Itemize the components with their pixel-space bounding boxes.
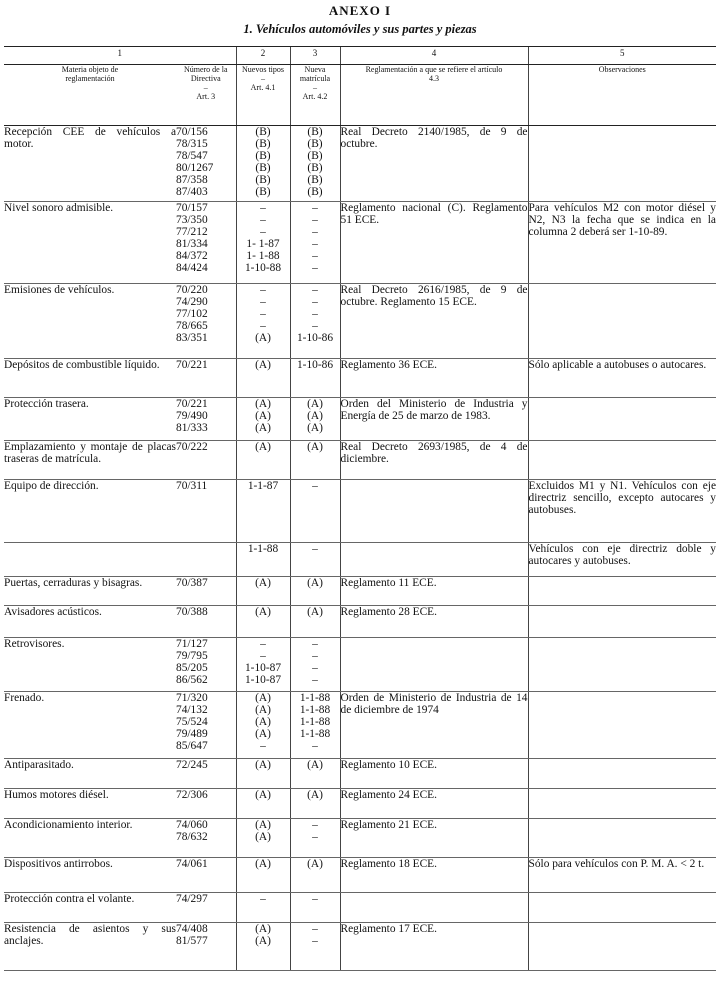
new-registration-value: (A): [307, 759, 323, 771]
regulation-table: [4, 46, 716, 971]
new-types-value: (B): [255, 126, 271, 138]
directive-number: 70/221: [176, 398, 208, 410]
directive-number: 77/212: [176, 226, 208, 238]
table-row: [4, 858, 716, 893]
observations-cell: [528, 284, 716, 359]
subject-cell: Avisadores acústicos.: [4, 606, 176, 638]
new-registration-value: (B): [307, 150, 323, 162]
directive-number: 78/665: [176, 320, 208, 332]
new-registration-value: –: [312, 935, 318, 947]
subject-cell: Resistencia de asientos y sus anclajes.: [4, 923, 176, 971]
subject-cell: Puertas, cerraduras y bisagras.: [4, 577, 176, 606]
directive-number: 74/290: [176, 296, 208, 308]
new-types-value: –: [260, 650, 266, 662]
subject-cell: Emplazamiento y montaje de placas traseras de matrícula.: [4, 441, 176, 480]
new-types-value: (B): [255, 150, 271, 162]
subject-cell: Antiparasitado.: [4, 759, 176, 789]
new-registration-cell: [290, 577, 340, 606]
new-registration-value: 1-10-86: [296, 332, 334, 344]
table-body: [4, 126, 716, 971]
directive-cell: [176, 543, 236, 577]
observations-cell: Excluidos M1 y N1. Vehículos con eje directriz sencillo, excepto autocares y autobuses.: [528, 480, 716, 543]
new-types-value: (A): [255, 935, 271, 947]
directive-number: 70/388: [176, 606, 208, 618]
regulation-cell: [340, 480, 528, 543]
directive-cell: [176, 441, 236, 480]
new-registration-value: –: [312, 238, 318, 250]
table-row: [4, 692, 716, 759]
column-number-1: 1: [4, 47, 236, 65]
new-types-value: –: [260, 638, 266, 650]
column-number-5: 5: [528, 47, 716, 65]
new-registration-cell: [290, 819, 340, 858]
new-registration-value: 1-1-88: [299, 728, 331, 740]
directive-number: 85/647: [176, 740, 208, 752]
table-row: [4, 819, 716, 858]
subject-cell: Emisiones de vehículos.: [4, 284, 176, 359]
new-types-cell: [236, 284, 290, 359]
observations-cell: [528, 398, 716, 441]
observations-cell: [528, 638, 716, 692]
directive-number: 75/524: [176, 716, 208, 728]
new-registration-value: (A): [307, 858, 323, 870]
new-types-cell: [236, 692, 290, 759]
new-registration-value: (B): [307, 186, 323, 198]
directive-number: 72/306: [176, 789, 208, 801]
subject-cell: [4, 543, 176, 577]
new-registration-value: –: [312, 923, 318, 935]
table-row: [4, 202, 716, 284]
new-types-value: (A): [255, 410, 271, 422]
new-types-value: –: [260, 893, 266, 905]
new-types-cell: [236, 359, 290, 398]
observations-cell: Sólo aplicable a autobuses o autocares.: [528, 359, 716, 398]
regulation-cell: Reglamento 28 ECE.: [340, 606, 528, 638]
new-types-value: (A): [255, 359, 271, 371]
subject-cell: Protección trasera.: [4, 398, 176, 441]
new-types-column-header: Nuevos tipos – Art. 4.1: [236, 65, 290, 126]
new-registration-value: 1-1-88: [299, 692, 331, 704]
directive-number: 74/297: [176, 893, 208, 905]
new-types-value: –: [260, 740, 266, 752]
observations-cell: [528, 606, 716, 638]
new-types-value: 1- 1-88: [246, 250, 280, 262]
new-types-cell: [236, 480, 290, 543]
regulation-cell: Reglamento 17 ECE.: [340, 923, 528, 971]
new-types-cell: [236, 893, 290, 923]
new-types-value: (A): [255, 819, 271, 831]
directive-number: 71/127: [176, 638, 208, 650]
new-types-value: (A): [255, 441, 271, 453]
new-registration-value: –: [312, 740, 318, 752]
subject-cell: Retrovisores.: [4, 638, 176, 692]
regulation-cell: [340, 893, 528, 923]
observations-cell: [528, 126, 716, 202]
new-registration-value: –: [312, 638, 318, 650]
regulation-cell: Real Decreto 2140/1985, de 9 de octubre.: [340, 126, 528, 202]
directive-number: 85/205: [176, 662, 208, 674]
observations-cell: [528, 759, 716, 789]
observations-cell: Para vehículos M2 con motor diésel y N2, N3 la fecha que se indica en la columna 2 deberá ser 1-10-89.: [528, 202, 716, 284]
section-title: 1. Vehículos automóviles y sus partes y piezas: [243, 22, 477, 36]
new-types-value: 1-1-88: [247, 543, 279, 555]
new-types-value: –: [260, 284, 266, 296]
new-registration-value: (A): [307, 410, 323, 422]
new-registration-cell: [290, 480, 340, 543]
new-types-cell: [236, 202, 290, 284]
directive-cell: [176, 606, 236, 638]
new-registration-cell: [290, 284, 340, 359]
new-registration-cell: [290, 441, 340, 480]
new-types-value: 1- 1-87: [246, 238, 280, 250]
new-registration-value: (A): [307, 789, 323, 801]
regulation-cell: Reglamento 18 ECE.: [340, 858, 528, 893]
subject-cell: Recepción CEE de vehículos a motor.: [4, 126, 176, 202]
directive-cell: [176, 359, 236, 398]
directive-number: 70/387: [176, 577, 208, 589]
directive-column-header: Número de la Directiva – Art. 3: [176, 65, 236, 126]
new-registration-value: –: [312, 226, 318, 238]
new-types-value: (A): [255, 606, 271, 618]
observations-cell: Vehículos con eje directriz doble y autocares y autobuses.: [528, 543, 716, 577]
new-types-value: (A): [255, 831, 271, 843]
new-types-value: –: [260, 296, 266, 308]
table-row: [4, 759, 716, 789]
directive-number: 84/424: [176, 262, 208, 274]
directive-number: 73/350: [176, 214, 208, 226]
table-row: [4, 577, 716, 606]
new-registration-value: –: [312, 650, 318, 662]
directive-number: 79/490: [176, 410, 208, 422]
observations-cell: [528, 692, 716, 759]
directive-number: 70/220: [176, 284, 208, 296]
observations-cell: [528, 577, 716, 606]
new-registration-value: (A): [307, 422, 323, 434]
directive-number: 71/320: [176, 692, 208, 704]
subject-cell: Equipo de dirección.: [4, 480, 176, 543]
regulation-cell: Reglamento 24 ECE.: [340, 789, 528, 819]
new-types-value: (B): [255, 186, 271, 198]
new-registration-cell: [290, 126, 340, 202]
new-types-value: (B): [255, 162, 271, 174]
new-types-value: (A): [255, 692, 271, 704]
regulation-column-header: Reglamentación a que se refiere el artículo 4.3: [340, 65, 528, 126]
observations-cell: [528, 893, 716, 923]
regulation-cell: Orden de Ministerio de Industria de 14 de diciembre de 1974: [340, 692, 528, 759]
new-types-value: –: [260, 202, 266, 214]
new-types-cell: [236, 759, 290, 789]
directive-cell: [176, 923, 236, 971]
new-registration-cell: [290, 789, 340, 819]
table-row: [4, 893, 716, 923]
observations-cell: [528, 789, 716, 819]
new-registration-cell: [290, 398, 340, 441]
new-registration-value: 1-1-88: [299, 704, 331, 716]
new-registration-cell: [290, 638, 340, 692]
column-number-3: 3: [290, 47, 340, 65]
directive-number: 86/562: [176, 674, 208, 686]
new-registration-cell: [290, 858, 340, 893]
table-row: [4, 789, 716, 819]
directive-number: 79/795: [176, 650, 208, 662]
column-header-row: [4, 65, 716, 126]
new-types-value: –: [260, 226, 266, 238]
new-registration-cell: [290, 359, 340, 398]
new-registration-value: –: [312, 543, 318, 555]
new-registration-value: 1-10-86: [296, 359, 334, 371]
new-registration-value: –: [312, 893, 318, 905]
new-types-value: –: [260, 308, 266, 320]
directive-number: 77/102: [176, 308, 208, 320]
subject-column-header: Materia objeto de reglamentación: [4, 65, 176, 126]
table-row: [4, 284, 716, 359]
new-types-cell: [236, 606, 290, 638]
new-registration-cell: [290, 202, 340, 284]
new-types-value: 1-1-87: [247, 480, 279, 492]
directive-number: 84/372: [176, 250, 208, 262]
directive-cell: [176, 858, 236, 893]
table-row: [4, 480, 716, 543]
directive-number: 78/547: [176, 150, 208, 162]
new-types-value: (A): [255, 923, 271, 935]
new-registration-value: –: [312, 831, 318, 843]
column-number-4: 4: [340, 47, 528, 65]
directive-cell: [176, 789, 236, 819]
new-registration-cell: [290, 692, 340, 759]
directive-cell: [176, 638, 236, 692]
new-types-cell: [236, 543, 290, 577]
directive-number: 78/315: [176, 138, 208, 150]
observations-cell: [528, 441, 716, 480]
new-registration-cell: [290, 893, 340, 923]
new-types-value: (A): [255, 422, 271, 434]
new-types-cell: [236, 126, 290, 202]
subject-cell: Acondicionamiento interior.: [4, 819, 176, 858]
new-types-value: (B): [255, 138, 271, 150]
annex-title: ANEXO I: [328, 3, 392, 18]
subject-cell: Humos motores diésel.: [4, 789, 176, 819]
new-types-value: (A): [255, 716, 271, 728]
observations-cell: Sólo para vehículos con P. M. A. < 2 t.: [528, 858, 716, 893]
new-registration-value: –: [312, 674, 318, 686]
observations-cell: [528, 819, 716, 858]
regulation-cell: Reglamento 36 ECE.: [340, 359, 528, 398]
new-registration-value: –: [312, 284, 318, 296]
directive-number: 87/358: [176, 174, 208, 186]
directive-cell: [176, 759, 236, 789]
directive-number: 80/1267: [176, 162, 214, 174]
new-registration-value: –: [312, 480, 318, 492]
new-types-cell: [236, 577, 290, 606]
directive-number: 70/221: [176, 359, 208, 371]
regulation-cell: Orden del Ministerio de Industria y Energía de 25 de marzo de 1983.: [340, 398, 528, 441]
new-registration-value: –: [312, 320, 318, 332]
table-row: [4, 126, 716, 202]
regulation-cell: [340, 638, 528, 692]
new-types-value: 1-10-87: [244, 662, 282, 674]
new-registration-cell: [290, 606, 340, 638]
observations-column-header: Observaciones: [528, 65, 716, 126]
new-types-value: (A): [255, 728, 271, 740]
directive-number: 74/060: [176, 819, 208, 831]
new-registration-value: (B): [307, 162, 323, 174]
observations-cell: [528, 923, 716, 971]
directive-cell: [176, 893, 236, 923]
subject-cell: Depósitos de combustible líquido.: [4, 359, 176, 398]
directive-number: 74/408: [176, 923, 208, 935]
directive-number: 81/333: [176, 422, 208, 434]
directive-number: 70/222: [176, 441, 208, 453]
directive-cell: [176, 480, 236, 543]
new-registration-column-header: Nueva matrícula – Art. 4.2: [290, 65, 340, 126]
subject-cell: Protección contra el volante.: [4, 893, 176, 923]
directive-cell: [176, 126, 236, 202]
new-registration-value: (A): [307, 577, 323, 589]
directive-cell: [176, 202, 236, 284]
directive-number: 83/351: [176, 332, 208, 344]
column-number-row: [4, 47, 716, 65]
directive-number: 81/334: [176, 238, 208, 250]
new-types-value: (A): [255, 704, 271, 716]
directive-number: 74/061: [176, 858, 208, 870]
new-types-cell: [236, 858, 290, 893]
new-registration-value: –: [312, 819, 318, 831]
new-registration-cell: [290, 543, 340, 577]
directive-cell: [176, 577, 236, 606]
subject-cell: Dispositivos antirrobos.: [4, 858, 176, 893]
directive-number: 87/403: [176, 186, 208, 198]
new-registration-cell: [290, 923, 340, 971]
directive-cell: [176, 398, 236, 441]
new-types-value: (A): [255, 332, 271, 344]
table-row: [4, 606, 716, 638]
directive-cell: [176, 819, 236, 858]
table-row: [4, 543, 716, 577]
table-row: [4, 359, 716, 398]
regulation-cell: Reglamento 21 ECE.: [340, 819, 528, 858]
new-types-value: –: [260, 320, 266, 332]
new-registration-value: (A): [307, 398, 323, 410]
new-registration-value: (B): [307, 138, 323, 150]
table-row: [4, 923, 716, 971]
regulation-cell: Reglamento 11 ECE.: [340, 577, 528, 606]
new-registration-value: (B): [307, 126, 323, 138]
new-types-cell: [236, 819, 290, 858]
new-types-value: (A): [255, 858, 271, 870]
table-row: [4, 398, 716, 441]
new-registration-value: –: [312, 296, 318, 308]
new-registration-value: –: [312, 662, 318, 674]
new-types-cell: [236, 789, 290, 819]
directive-number: 70/311: [176, 480, 208, 492]
new-types-cell: [236, 638, 290, 692]
new-registration-value: (A): [307, 441, 323, 453]
table-row: [4, 638, 716, 692]
new-types-value: 1-10-88: [244, 262, 282, 274]
new-types-cell: [236, 923, 290, 971]
directive-number: 74/132: [176, 704, 208, 716]
new-types-value: (B): [255, 174, 271, 186]
directive-number: 72/245: [176, 759, 208, 771]
directive-number: 70/157: [176, 202, 208, 214]
subject-cell: Nivel sonoro admisible.: [4, 202, 176, 284]
new-registration-value: –: [312, 262, 318, 274]
new-types-value: (A): [255, 398, 271, 410]
directive-number: 70/156: [176, 126, 208, 138]
directive-number: 78/632: [176, 831, 208, 843]
new-types-value: (A): [255, 577, 271, 589]
regulation-cell: Reglamento nacional (C). Reglamento 51 ECE.: [340, 202, 528, 284]
directive-number: 81/577: [176, 935, 208, 947]
new-registration-cell: [290, 759, 340, 789]
directive-cell: [176, 692, 236, 759]
new-registration-value: –: [312, 250, 318, 262]
new-registration-value: –: [312, 214, 318, 226]
new-types-value: (A): [255, 759, 271, 771]
regulation-cell: Real Decreto 2693/1985, de 4 de diciembre.: [340, 441, 528, 480]
directive-cell: [176, 284, 236, 359]
new-types-value: 1-10-87: [244, 674, 282, 686]
new-types-cell: [236, 441, 290, 480]
regulation-cell: Real Decreto 2616/1985, de 9 de octubre. Reglamento 15 ECE.: [340, 284, 528, 359]
new-types-value: (A): [255, 789, 271, 801]
new-registration-value: –: [312, 202, 318, 214]
table-row: [4, 441, 716, 480]
new-registration-value: (A): [307, 606, 323, 618]
new-registration-value: 1-1-88: [299, 716, 331, 728]
regulation-cell: [340, 543, 528, 577]
new-registration-value: (B): [307, 174, 323, 186]
new-types-cell: [236, 398, 290, 441]
new-types-value: –: [260, 214, 266, 226]
subject-cell: Frenado.: [4, 692, 176, 759]
regulation-cell: Reglamento 10 ECE.: [340, 759, 528, 789]
new-registration-value: –: [312, 308, 318, 320]
directive-number: 79/489: [176, 728, 208, 740]
column-number-2: 2: [236, 47, 290, 65]
